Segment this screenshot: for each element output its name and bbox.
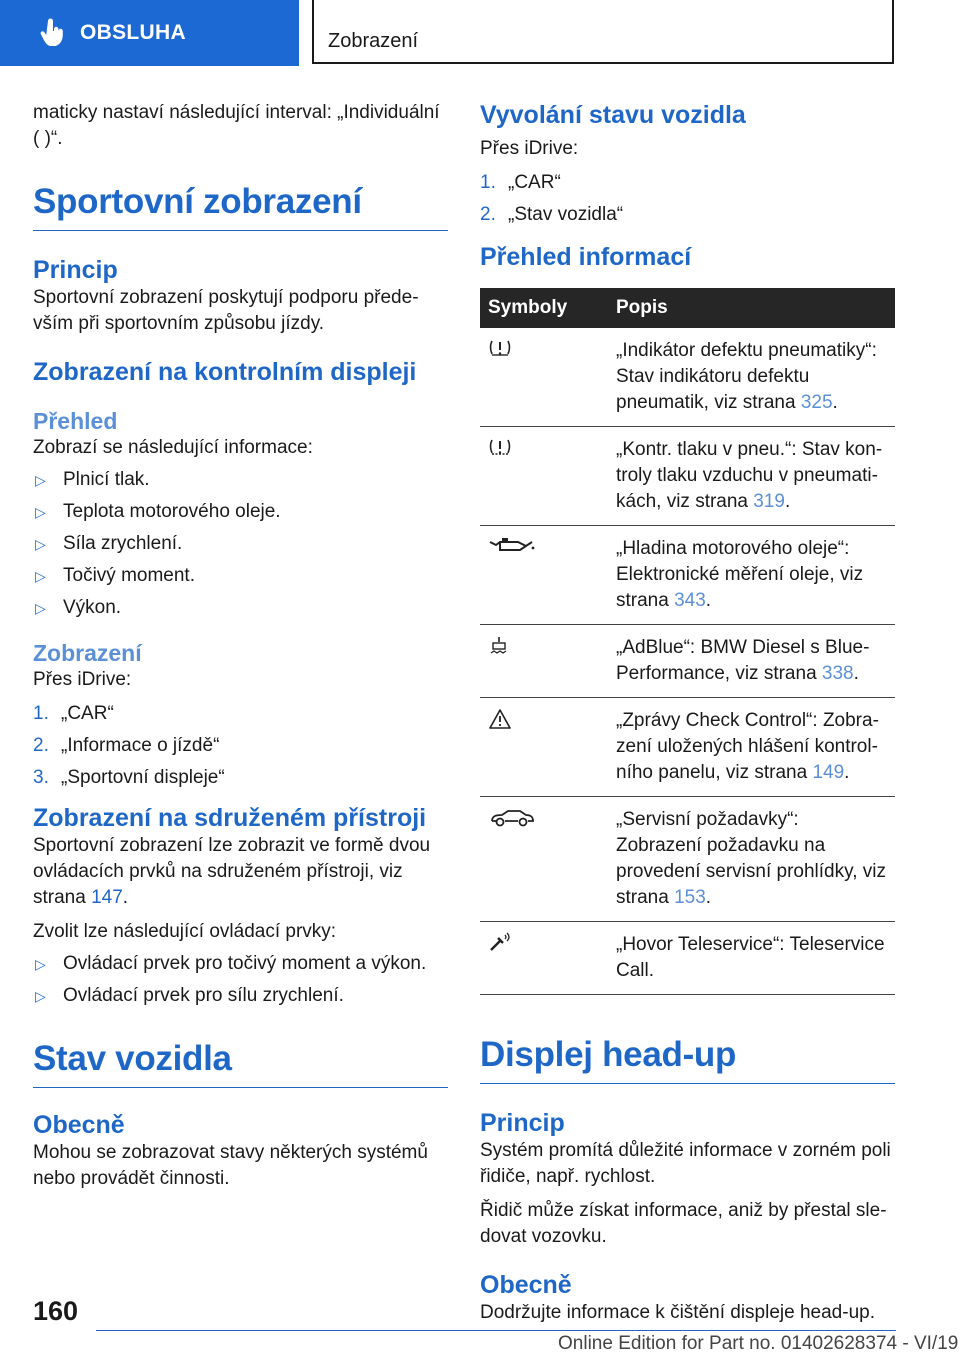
prehled-text: Zobrazí se následující informace: — [33, 437, 313, 458]
list-item: ▷ Točivý moment. — [33, 563, 448, 589]
heading-princip: Princip — [480, 1109, 565, 1137]
list-item: 3. „Sportovní displeje“ — [33, 767, 225, 788]
page-link[interactable]: 147 — [91, 887, 123, 908]
page-link[interactable]: 153 — [674, 887, 706, 908]
triangle-bullet-icon: ▷ — [35, 536, 46, 552]
chapter-tab — [312, 0, 894, 64]
idrive-text: Přes iDrive: — [33, 669, 132, 690]
heading-zobrazeni: Zobrazení — [33, 640, 142, 666]
table-row — [480, 328, 895, 427]
column-header-description: Popis — [608, 288, 895, 328]
heading-stav-vozidla: Stav vozidla — [33, 1039, 448, 1088]
table-header-row — [480, 288, 895, 328]
heading-prehled: Přehled — [33, 408, 118, 434]
info-bullet-list — [33, 467, 448, 621]
left-column — [33, 100, 448, 1192]
tire-pressure-icon — [488, 437, 512, 457]
oil-can-icon — [488, 536, 536, 556]
table-row — [480, 526, 895, 625]
page-number: 160 — [33, 1296, 79, 1326]
teleservice-wrench-icon — [488, 932, 514, 954]
sdruzeny-text: Sportovní zobrazení lze zobrazit ve formě dvou ovládacích prvků na sdruženém přístroji, viz strana 147. — [33, 835, 431, 908]
heading-prehled-informaci: Přehled informací — [480, 243, 692, 271]
list-item: ▷ Ovládací prvek pro sílu zrychlení. — [33, 983, 448, 1009]
description-cell: „Zprávy Check Control“: Zobrazení uložených hlášení kontrolního panelu, viz strana 149. — [608, 698, 895, 797]
list-item: 2. „Stav vozidla“ — [480, 204, 624, 225]
column-header-symbols: Symboly — [480, 288, 608, 328]
heading-obecne: Obecně — [480, 1271, 572, 1299]
heading-sdruzeny-pristroj: Zobrazení na sdruženém přístroji — [33, 804, 427, 832]
description-cell: „Hladina motorového oleje“: Elektronické měření oleje, viz strana 343. — [608, 526, 895, 625]
obecne-text: Mohou se zobrazovat stavy některých systémů nebo provádět činnosti. — [33, 1142, 428, 1189]
triangle-bullet-icon: ▷ — [35, 600, 46, 616]
symbols-table — [480, 288, 895, 995]
list-item: ▷ Výkon. — [33, 595, 448, 621]
heading-displej-head-up: Displej head-up — [480, 1035, 895, 1084]
table-row — [480, 797, 895, 922]
chapter-label: Zobrazení — [328, 30, 419, 52]
ridic-text: Řidič může získat informace, aniž by přestal sledovat vozovku. — [480, 1200, 887, 1247]
right-column — [480, 100, 895, 1326]
steps-list — [33, 701, 448, 791]
table-row — [480, 625, 895, 698]
list-item: ▷ Síla zrychlení. — [33, 531, 448, 557]
service-car-icon — [488, 807, 536, 829]
list-item: 2. „Informace o jízdě“ — [33, 735, 220, 756]
heading-sportovni-zobrazeni: Sportovní zobrazení — [33, 182, 448, 231]
triangle-bullet-icon: ▷ — [35, 956, 46, 972]
steps-list — [480, 170, 895, 228]
tire-warning-icon — [488, 338, 512, 358]
description-cell: „Kontr. tlaku v pneu.“: Stav kontroly tlaku vzduchu v pneumatikách, viz strana 319. — [608, 427, 895, 526]
description-cell: „Indikátor defektu pneumatiky“: Stav indikátoru defektu pneumatik, viz strana 325. — [608, 328, 895, 427]
triangle-bullet-icon: ▷ — [35, 504, 46, 520]
triangle-bullet-icon: ▷ — [35, 472, 46, 488]
page-link[interactable]: 149 — [812, 762, 845, 783]
description-cell: „Servisní požadavky“: Zobrazení požadavku na provedení servisní prohlídky, viz strana 153. — [608, 797, 895, 922]
list-item: 1. „CAR“ — [33, 703, 114, 724]
table-row — [480, 698, 895, 797]
princip-text: Systém promítá důležité informace v zorném poli řidiče, např. rychlost. — [480, 1140, 891, 1187]
heading-vyvolani-stavu: Vyvolání stavu vozidla — [480, 101, 746, 129]
adblue-icon — [488, 635, 510, 655]
list-item: ▷ Plnicí tlak. — [33, 467, 448, 493]
edition-text: Online Edition for Part no. 01402628374 - VI/19 — [558, 1333, 959, 1354]
hand-pointer-icon — [40, 18, 66, 48]
page-link[interactable]: 319 — [753, 491, 785, 512]
page-link[interactable]: 325 — [800, 392, 833, 413]
zvolit-text: Zvolit lze následující ovládací prvky: — [33, 921, 337, 942]
page-link[interactable]: 338 — [821, 663, 854, 684]
princip-text: Sportovní zobrazení poskytují podporu především při sportovním způsobu jízdy. — [33, 287, 419, 334]
footer-divider — [96, 1330, 896, 1331]
page-link[interactable]: 343 — [674, 590, 706, 611]
intro-text: maticky nastaví následující interval: „Individuální ( )“. — [33, 102, 440, 149]
table-row — [480, 922, 895, 995]
table-row — [480, 427, 895, 526]
heading-princip: Princip — [33, 256, 118, 284]
section-label: OBSLUHA — [80, 21, 186, 44]
section-tab — [0, 0, 299, 66]
list-item: ▷ Teplota motorového oleje. — [33, 499, 448, 525]
description-cell: „AdBlue“: BMW Diesel s BluePerformance, viz strana 338. — [608, 625, 895, 698]
warning-triangle-icon — [488, 708, 512, 730]
triangle-bullet-icon: ▷ — [35, 568, 46, 584]
heading-kontrolni-displej: Zobrazení na kontrolním displeji — [33, 358, 417, 386]
heading-obecne: Obecně — [33, 1111, 125, 1139]
list-item: ▷ Ovládací prvek pro točivý moment a výkon. — [33, 951, 448, 977]
list-item: 1. „CAR“ — [480, 172, 561, 193]
obecne-text: Dodržujte informace k čištění displeje head-up. — [480, 1302, 875, 1323]
control-bullet-list — [33, 951, 448, 1009]
idrive-text: Přes iDrive: — [480, 138, 579, 159]
description-cell: „Hovor Teleservice“: Teleservice Call. — [608, 922, 895, 995]
triangle-bullet-icon: ▷ — [35, 988, 46, 1004]
